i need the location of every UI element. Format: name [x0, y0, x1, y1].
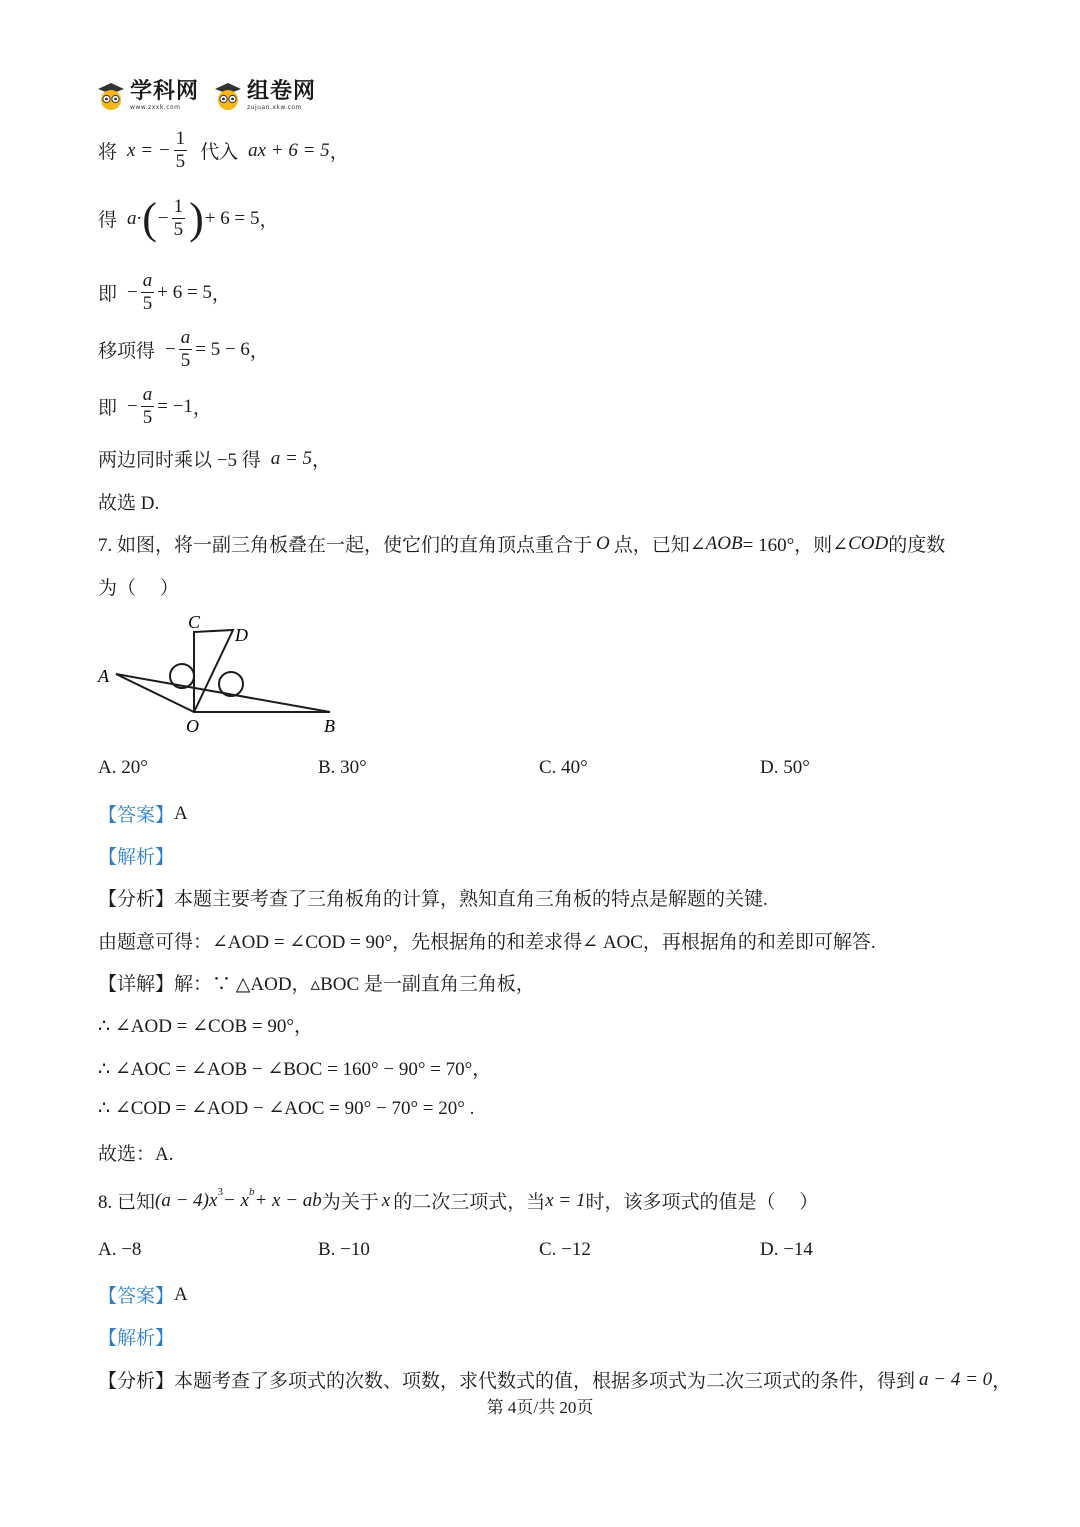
math: + x − ab — [254, 1189, 322, 1211]
fraction — [174, 128, 188, 173]
exponent: 3 — [217, 1185, 223, 1198]
math: = 5 − 6 — [195, 338, 250, 360]
analysis-tag: 【解析】 — [98, 847, 175, 868]
fenxi-text: 本题主要考查了三角板角的计算，熟知直角三角板的特点是解题的关键. — [174, 889, 768, 910]
text: 即 — [98, 398, 118, 419]
text: ∴ ∠COD = ∠AOD − ∠AOC = 90° − 70° = 20° . — [98, 1098, 475, 1119]
math: O — [596, 532, 610, 554]
math: x = 1 — [545, 1189, 586, 1211]
math: − — [165, 338, 176, 360]
q8-fenxi — [98, 1366, 1011, 1393]
q7-stem — [98, 530, 945, 557]
text: ， — [329, 142, 349, 163]
math: a· — [127, 207, 142, 229]
logo-zujuan-text: 组卷网 — [247, 79, 317, 104]
fraction — [141, 384, 155, 429]
answer-tag: 【答案】 — [98, 805, 175, 826]
logo-zxxk[interactable] — [96, 80, 199, 112]
q7-option-b[interactable]: B. 30° — [318, 757, 367, 778]
text: 得 — [98, 210, 118, 231]
math: − — [127, 395, 138, 417]
solution-line-4 — [98, 327, 269, 372]
text: 将 — [98, 142, 118, 163]
solution-line-2 — [98, 193, 279, 243]
text: 故选：A. — [98, 1144, 174, 1165]
denominator: 5 — [142, 407, 153, 428]
fenxi-tag: 【分析】 — [98, 1371, 175, 1392]
owl-icon — [96, 81, 126, 111]
denominator: 5 — [142, 293, 153, 314]
label-c: C — [188, 612, 201, 632]
math: = −1 — [157, 395, 193, 417]
text: ， — [259, 210, 279, 231]
q8-option-a[interactable]: A. −8 — [98, 1239, 142, 1260]
q7-idea — [98, 927, 876, 954]
math: x = − — [127, 139, 171, 161]
paren-close: ) — [189, 193, 204, 243]
math: COD — [848, 532, 889, 554]
q8-option-c[interactable]: C. −12 — [539, 1239, 591, 1260]
circle-mark-right — [219, 672, 243, 696]
answer-tag: 【答案】 — [98, 1286, 175, 1307]
math: x — [381, 1189, 391, 1211]
text: 移项得 — [98, 341, 156, 362]
solution-line-6 — [98, 445, 331, 472]
q7-analysis-heading — [98, 842, 174, 869]
q7-answer — [98, 800, 188, 827]
label-b: B — [324, 716, 335, 736]
solution-line-3 — [98, 270, 231, 315]
solution-line-1 — [98, 128, 349, 173]
fenxi-tag: 【分析】 — [98, 889, 175, 910]
label-a: A — [98, 666, 109, 686]
text: ， — [211, 284, 231, 305]
text: 由题意可得：∠AOD = ∠COD = 90°，先根据角的和差求得∠ AOC，再根据角的和差即可解答. — [98, 932, 876, 953]
q7-stem-line2 — [98, 573, 179, 600]
detail-text: 解：∵ △AOD，▵BOC 是一副直角三角板， — [174, 974, 535, 995]
numerator: a — [142, 384, 153, 405]
answer-value: A — [174, 1283, 188, 1305]
solution-line-7 — [98, 488, 159, 515]
text: 故选 D. — [98, 493, 160, 514]
q7-figure — [90, 608, 350, 738]
numerator: 1 — [173, 196, 184, 217]
logo-zxxk-url: www.zxxk.com — [130, 104, 181, 111]
q7-fenxi — [98, 884, 768, 911]
detail-tag: 【详解】 — [98, 974, 175, 995]
text: 代入 — [200, 142, 239, 163]
q7-detail — [98, 969, 535, 996]
owl-icon — [213, 81, 243, 111]
denominator: 5 — [180, 350, 191, 371]
numerator: 1 — [175, 128, 186, 149]
q7-step-1 — [98, 1011, 313, 1038]
text: 的度数 — [888, 535, 946, 556]
math: AOB — [705, 532, 743, 554]
math: + 6 = 5 — [157, 281, 212, 303]
exponent: b — [248, 1185, 255, 1198]
logo-zujuan-url: zujuan.xkw.com — [247, 104, 302, 111]
answer-value: A — [174, 802, 188, 824]
numerator: a — [180, 327, 191, 348]
text: 两边同时乘以 −5 得 — [98, 450, 261, 471]
text: 为（ ） — [98, 578, 179, 599]
logo-zujuan[interactable] — [213, 80, 316, 112]
text: 8. 已知 — [98, 1192, 156, 1213]
numerator: a — [142, 270, 153, 291]
text: ∴ ∠AOC = ∠AOB − ∠BOC = 160° − 90° = 70°， — [98, 1059, 492, 1080]
denominator: 5 — [173, 219, 184, 240]
text: 7. 如图，将一副三角板叠在一起，使它们的直角顶点重合于 — [98, 535, 593, 556]
q7-option-d[interactable]: D. 50° — [760, 757, 810, 778]
text: 的二次三项式，当 — [393, 1192, 546, 1213]
solution-line-5 — [98, 384, 212, 429]
math: + 6 = 5 — [204, 207, 260, 229]
math: − — [157, 207, 169, 229]
label-o: O — [186, 716, 199, 736]
text: 点，已知∠ — [613, 535, 706, 556]
analysis-tag: 【解析】 — [98, 1328, 175, 1349]
page-footer: 第 4页/共 20页 — [486, 1398, 594, 1417]
q7-step-2 — [98, 1054, 491, 1081]
denominator: 5 — [175, 151, 186, 172]
logo-zxxk-text: 学科网 — [130, 79, 200, 104]
q8-option-d[interactable]: D. −14 — [760, 1239, 813, 1260]
fraction — [172, 196, 186, 241]
text: 时，该多项式的值是（ ） — [585, 1192, 819, 1213]
q7-step-3 — [98, 1097, 474, 1120]
paren-open: ( — [142, 193, 157, 243]
q8-stem — [98, 1187, 818, 1214]
fraction — [179, 327, 193, 372]
text: 即 — [98, 284, 118, 305]
math: a − 4 = 0 — [919, 1368, 993, 1390]
math: a = 5 — [270, 447, 313, 469]
q7-option-c[interactable]: C. 40° — [539, 757, 588, 778]
header-logos — [96, 80, 316, 112]
math: ax + 6 = 5 — [248, 139, 330, 161]
math: − x — [222, 1189, 249, 1211]
q8-analysis-heading — [98, 1323, 174, 1350]
text: 为关于 — [321, 1192, 379, 1213]
label-d: D — [235, 625, 248, 645]
text: = 160°，则∠ — [742, 535, 849, 556]
text: ∴ ∠AOD = ∠COB = 90°， — [98, 1016, 313, 1037]
q7-option-a[interactable]: A. 20° — [98, 757, 148, 778]
text: ， — [249, 341, 269, 362]
fraction — [141, 270, 155, 315]
math: (a − 4)x — [155, 1189, 218, 1211]
q8-option-b[interactable]: B. −10 — [318, 1239, 370, 1260]
text: ， — [992, 1371, 1012, 1392]
q7-choose — [98, 1139, 173, 1166]
text: ， — [312, 450, 332, 471]
circle-mark-left — [170, 664, 194, 688]
fenxi-text: 本题考查了多项式的次数、项数，求代数式的值，根据多项式为二次三项式的条件，得到 — [174, 1371, 916, 1392]
text: ， — [192, 398, 212, 419]
q8-answer — [98, 1281, 188, 1308]
math: − — [127, 281, 138, 303]
triangle-cod — [194, 630, 233, 712]
